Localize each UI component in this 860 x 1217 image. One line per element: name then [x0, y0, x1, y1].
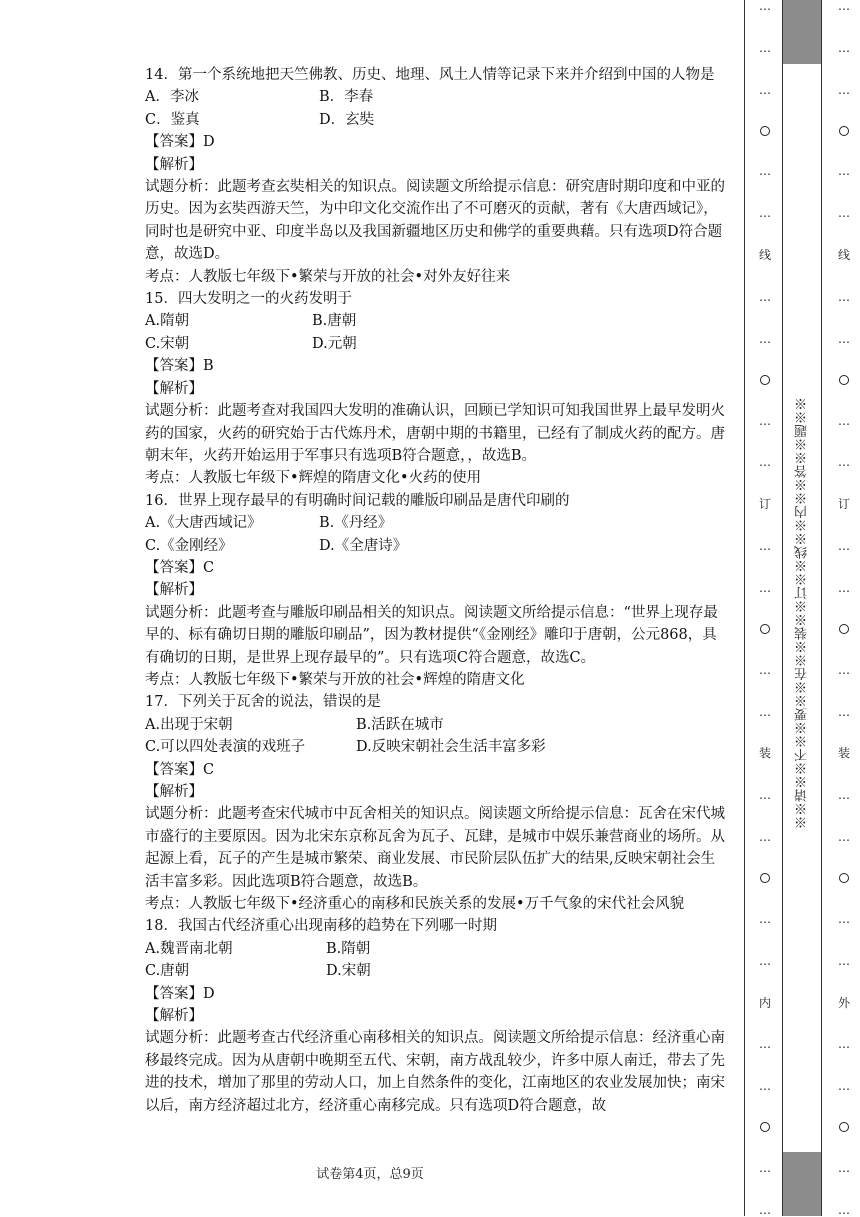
analysis-label: 【解析】 — [145, 156, 203, 173]
option-d: D.反映宋朝社会生活丰富多彩 — [356, 739, 546, 756]
options-row — [145, 938, 725, 960]
options-row — [145, 109, 725, 131]
ring-icon — [760, 375, 770, 385]
option-d: D.元朝 — [312, 335, 357, 352]
option-b: B.隋朝 — [326, 940, 371, 957]
ring-icon — [839, 624, 849, 634]
binding-mark-staple: 装 — [758, 746, 771, 761]
analysis-text: 试题分析：此题考查宋代城市中瓦舍相关的知识点。阅读题文所给提示信息：瓦舍在宋代城市盛行的主要原因。因为北宋东京称瓦舍为瓦子、瓦肆，是城市中娱乐兼营商业的场所。从起源上看，瓦子的产生是城市繁荣、商业发展、市民阶层队伍扩大的结果,反映宋朝社会生活丰富多彩。因此选项B符合题意，故选B。 — [145, 806, 725, 890]
answer: 【答案】D — [145, 134, 215, 151]
options-row — [145, 512, 725, 534]
question-stem: 15．四大发明之一的火药发明于 — [145, 291, 352, 308]
question-stem: 16．世界上现存最早的有明确时间记载的雕版印刷品是唐代印刷的 — [145, 492, 570, 509]
binding-mark-line: 线 — [758, 248, 771, 263]
options-row — [145, 310, 725, 332]
margin-rule — [744, 0, 745, 1216]
option-c: C.可以四处表演的戏班子 — [145, 739, 306, 756]
option-a: A.魏晋南北朝 — [145, 940, 233, 957]
band-shade-bottom — [783, 1152, 821, 1216]
question-14 — [145, 64, 725, 288]
option-c: C.唐朝 — [145, 963, 190, 980]
ring-icon — [839, 126, 849, 136]
question-stem: 18．我国古代经济重心出现南移的趋势在下列哪一时期 — [145, 918, 497, 935]
analysis-text: 试题分析：此题考查古代经济重心南移相关的知识点。阅读题文所给提示信息：经济重心南移最终完成。因为从唐朝中晚期至五代、宋朝，南方战乱较少，许多中原人南迁，带去了先进的技术，增加了那里的劳动人口，加上自然条件的变化，江南地区的农业发展加快；南宋以后，南方经济超过北方，经济重心南移完成。只有选项D符合题意，故 — [145, 1030, 725, 1114]
analysis-label: 【解析】 — [145, 784, 203, 800]
option-d: D．玄奘 — [319, 111, 375, 128]
exam-point: 考点：人教版七年级下•繁荣与开放的社会•辉煌的隋唐文化 — [145, 671, 525, 688]
ring-icon — [839, 375, 849, 385]
binding-mark-bind: 订 — [837, 497, 850, 512]
answer: 【答案】B — [145, 358, 214, 375]
inner-binding-line: … … … … … 线 … … … … 订 … … … … 装 … … … … 内 … … … … — [758, 0, 771, 1217]
options-row — [145, 86, 725, 108]
analysis-text: 试题分析：此题考查玄奘相关的知识点。阅读题文所给提示信息：研究唐时期印度和中亚的历史。因为玄奘西游天竺，为中印文化交流作出了不可磨灭的贡献，著有《大唐西域记》，同时也是研究中亚、印度半岛以及我国新疆地区历史和佛学的重要典藉。只有选项D符合题意，故选D。 — [145, 179, 725, 263]
option-b: B.唐朝 — [312, 313, 357, 330]
outer-binding-line: … … … … … 线 … … … … 订 … … … … 装 … … … … 外 … … … … — [837, 0, 850, 1217]
options-row — [145, 535, 725, 557]
analysis-text: 试题分析：此题考查与雕版印刷品相关的知识点。阅读题文所给提示信息：“世界上现存最早的、标有确切日期的雕版印刷品”，因为教材提供“《金刚经》雕印于唐朝，公元868，具有确切的日期，是世界上现存最早的”。只有选项C符合题意，故选C。 — [145, 604, 718, 666]
options-row — [145, 714, 725, 736]
option-c: C.宋朝 — [145, 335, 190, 352]
option-a: A.《大唐西域记》 — [145, 515, 262, 532]
option-c: C．鉴真 — [145, 111, 200, 128]
option-a: A.出现于宋朝 — [145, 716, 233, 733]
no-answer-notice: ※※请※※不※※要※※在※※装※※订※※线※※内※※答※※题※※ — [795, 397, 810, 829]
binding-mark-bind: 订 — [758, 497, 771, 512]
option-b: B.活跃在城市 — [356, 716, 444, 733]
exam-point: 考点：人教版七年级下•辉煌的隋唐文化•火药的使用 — [145, 470, 482, 487]
options-row — [145, 960, 725, 982]
analysis-label: 【解析】 — [145, 380, 203, 397]
ring-icon — [760, 873, 770, 883]
exam-point: 考点：人教版七年级下•经济重心的南移和民族关系的发展•万千气象的宋代社会风貌 — [145, 896, 685, 913]
analysis-text: 试题分析：此题考查对我国四大发明的准确认识，回顾已学知识可知我国世界上最早发明火药的国家，火药的研究始于古代炼丹术，唐朝中期的书籍里，已经有了制成火药的配方。唐朝末年，火药开始运用于军事只有选项B符合题意，，故选B。 — [145, 403, 725, 464]
ring-icon — [760, 126, 770, 136]
binding-mark-inner: 内 — [758, 995, 771, 1010]
option-b: B．李春 — [319, 89, 374, 106]
exam-point: 考点：人教版七年级下•繁荣与开放的社会•对外友好往来 — [145, 268, 511, 285]
question-15 — [145, 288, 725, 490]
ring-icon — [839, 1122, 849, 1132]
ring-icon — [760, 1122, 770, 1132]
binding-mark-line: 线 — [837, 248, 850, 263]
answer: 【答案】C — [145, 559, 215, 576]
binding-mark-outer: 外 — [837, 995, 850, 1010]
analysis-label: 【解析】 — [145, 582, 203, 599]
question-17 — [145, 691, 725, 915]
answer: 【答案】D — [145, 985, 215, 1002]
option-a: A.隋朝 — [145, 313, 190, 330]
question-content — [145, 64, 725, 1117]
page-footer: 试卷第4页，总9页 — [316, 1167, 424, 1182]
option-d: D.宋朝 — [326, 963, 371, 980]
options-row — [145, 333, 725, 355]
notice-band — [782, 0, 822, 1216]
answer: 【答案】C — [145, 761, 215, 778]
ring-icon — [839, 873, 849, 883]
question-stem: 14．第一个系统地把天竺佛教、历史、地理、风土人情等记录下来并介绍到中国的人物是 — [145, 67, 715, 83]
analysis-label: 【解析】 — [145, 1008, 203, 1025]
option-a: A．李冰 — [145, 89, 199, 106]
binding-mark-staple: 装 — [837, 746, 850, 761]
band-shade-top — [783, 0, 821, 64]
option-c: C.《金刚经》 — [145, 537, 233, 554]
option-d: D.《全唐诗》 — [319, 537, 408, 554]
question-18 — [145, 915, 725, 1117]
ring-icon — [760, 624, 770, 634]
question-16 — [145, 490, 725, 692]
options-row — [145, 736, 725, 758]
question-stem: 17．下列关于瓦舍的说法，错误的是 — [145, 694, 381, 711]
option-b: B.《丹经》 — [319, 515, 393, 532]
